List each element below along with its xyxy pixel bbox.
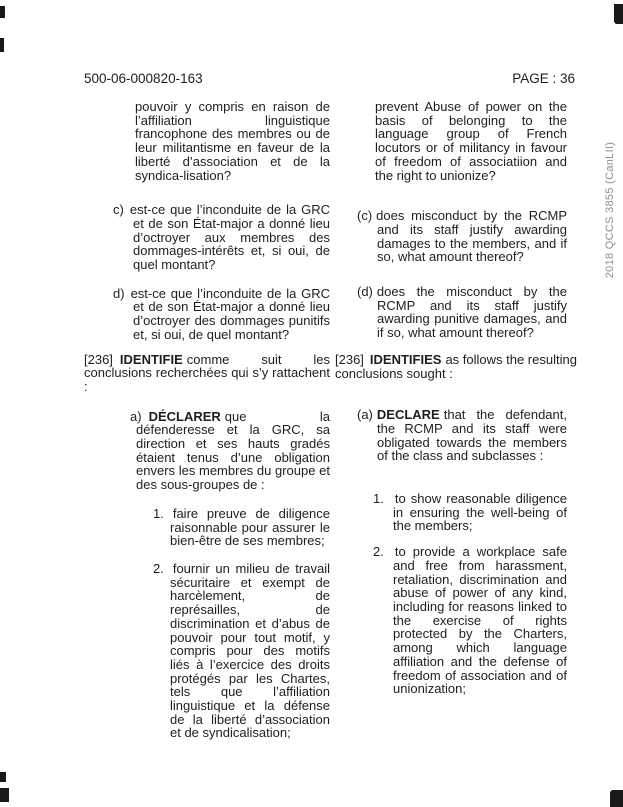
scan-artifact-right-top — [614, 4, 623, 24]
en-declare-keyword: DECLARE — [376, 407, 440, 423]
fr-item-a-label: a) — [130, 408, 142, 424]
fr-subitem-1-label: 1. — [153, 505, 164, 521]
fr-item-d-label: d) — [113, 285, 125, 301]
en-subitem-2-label: 2. — [373, 544, 384, 560]
scan-artifact-left-bottom-2 — [0, 788, 9, 802]
en-item-a: (a) DECLARE that the defendant, the RCMP and its staff were obligated towards the members of the class and subclasses : — [357, 407, 567, 464]
scan-artifact-left-upper — [0, 38, 4, 52]
fr-item-d: d) est-ce que l’inconduite de la GRC et de son État-major a donné lieu d’octroyer des dommages punitifs et, si oui, de quel montant? — [113, 285, 330, 342]
en-paragraph-236: [236] IDENTIFIES as follows the resulting conclusions sought : — [335, 351, 577, 381]
fr-subitem-2-label: 2. — [153, 560, 164, 576]
canlii-citation-watermark: 2018 QCCS 3855 (CanLII) — [604, 141, 616, 279]
en-item-d: (d) does the misconduct by the RCMP and its staff justify awarding punitive damages, and if so, what amount thereof? — [357, 284, 567, 341]
en-item-a-label: (a) — [357, 407, 373, 423]
fr-paragraph-236: [236] IDENTIFIE comme suit les conclusions recherchées qui s’y rattachent : — [84, 351, 330, 394]
page-number: PAGE : 36 — [512, 71, 575, 86]
french-column — [84, 100, 330, 753]
en-paragraph-continued: prevent Abuse of power on the basis of belonging to the language group of French locutors or of militancy in favour of freedom of associatiion and the right to unionize? — [375, 99, 567, 183]
en-subitem-1-label: 1. — [373, 491, 384, 507]
scan-artifact-right-bottom — [610, 790, 623, 807]
fr-identifie-keyword: IDENTIFIE — [119, 351, 183, 367]
en-identifies-keyword: IDENTIFIES — [369, 351, 442, 367]
en-subitem-2: 2. to provide a workplace safe and free from harassment, retaliation, discrimination and abuse of power of any kind, including for reasons linked to the exercise of rights protected by the Charters, among which language affiliation and the defense of freedom of association and of unionization; — [373, 544, 567, 697]
en-subitem-1: 1. to show reasonable diligence in ensuring the well-being of the members; — [373, 491, 567, 534]
fr-item-c: c) est-ce que l’inconduite de la GRC et de son État-major a donné lieu d’octroyer aux membres des dommages-intérêts et, si oui, de quel montant? — [113, 202, 330, 273]
en-item-d-label: (d) — [357, 284, 373, 300]
fr-item-c-label: c) — [113, 202, 124, 218]
fr-subitem-1: 1. faire preuve de diligence raisonnable pour assurer le bien-être de ses membres; — [153, 505, 330, 549]
en-item-c-label: (c) — [357, 208, 373, 224]
fr-item-a: a) DÉCLARER que la défenderesse et la GRC, sa direction et ses hauts gradés étaient tenus d’une obligation envers les membres du groupe et des sous-groupes de : — [130, 408, 330, 493]
fr-paragraph-236-number: [236] — [84, 351, 113, 367]
fr-paragraph-continued: pouvoir y compris en raison de l’affiliation linguistique francophone des membres ou de leur militantisme en faveur de la liberté d’association et de la syndica-lisation? — [135, 99, 330, 183]
scan-artifact-left-top — [0, 6, 5, 18]
en-paragraph-236-number: [236] — [335, 351, 364, 367]
en-item-c: (c) does misconduct by the RCMP and its staff justify awarding damages to the members, and if so, what amount thereof? — [357, 208, 567, 265]
fr-subitem-2: 2. fournir un milieu de travail sécuritaire et exempt de harcèlement, de représailles, de discrimination et d’abus de pouvoir pour tout motif, y compris pour des motifs liés à l’exercice des droits protégés par les Chartes, tels que l’affiliation linguistique et la défense de la liberté d’association et de syndicalisation; — [153, 560, 330, 741]
english-column — [335, 100, 600, 709]
docket-number: 500-06-000820-163 — [84, 71, 203, 86]
fr-declarer-keyword: DÉCLARER — [148, 408, 221, 424]
scan-artifact-left-bottom-1 — [0, 772, 6, 782]
